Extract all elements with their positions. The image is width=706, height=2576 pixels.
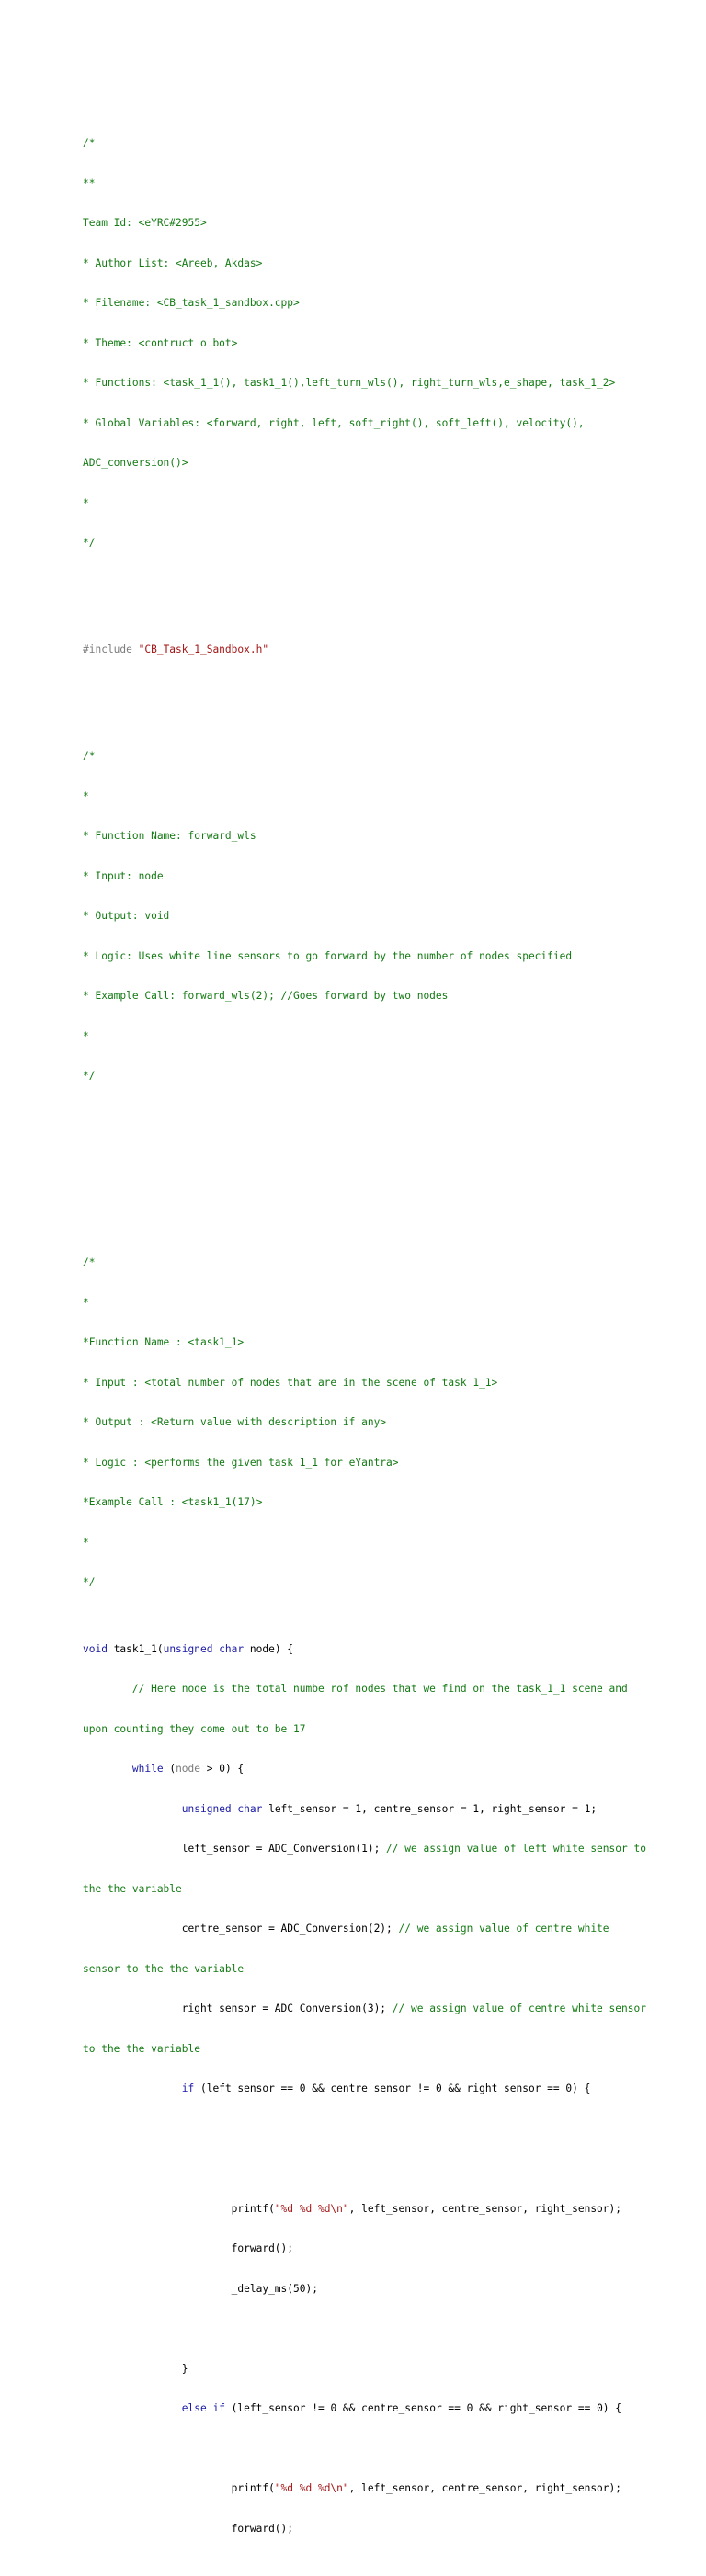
- function-comment-line: *: [83, 1029, 89, 1042]
- header-comment-line: */: [83, 537, 96, 549]
- function-comment-line: *: [83, 789, 89, 802]
- code-text: node) {: [244, 1642, 294, 1655]
- code-comment-line: to the the variable: [83, 2042, 200, 2055]
- function-comment-line: */: [83, 1070, 96, 1082]
- header-comment-line: *: [83, 496, 89, 509]
- code-text: printf(: [83, 2482, 275, 2494]
- inline-comment: // we assign value of left white sensor to: [386, 1843, 646, 1855]
- code-line: [83, 2003, 646, 2016]
- code-text: printf(: [83, 2202, 275, 2215]
- header-comment-line: * Theme: <contruct o bot>: [83, 336, 238, 349]
- code-line: [83, 2203, 634, 2217]
- function-comment-line: * Logic: Uses white line sensors to go forward by the number of nodes specified: [83, 949, 573, 962]
- code-listing: [83, 84, 646, 2576]
- header-comment-line: * Filename: <CB_task_1_sandbox.cpp>: [83, 297, 300, 309]
- function-comment-line: * Logic : <performs the given task 1_1 for eYantra>: [83, 1456, 399, 1469]
- indent: [83, 2082, 182, 2094]
- code-text: (left_sensor != 0 && centre_sensor == 0 && right_sensor == 0) {: [224, 2402, 622, 2414]
- parameter-name: node: [176, 1763, 201, 1775]
- code-text: , left_sensor, centre_sensor, right_sensor);: [348, 2482, 622, 2494]
- code-text: right_sensor = ADC_Conversion(3);: [83, 2003, 393, 2014]
- code-text: task1_1(: [107, 1642, 164, 1655]
- include-directive: #include: [83, 643, 139, 655]
- indent: [83, 1803, 182, 1815]
- string-literal: "%d %d %d\n": [274, 2202, 349, 2215]
- keyword: if: [181, 2082, 195, 2094]
- keyword: unsigned char: [163, 1642, 245, 1655]
- code-line: [83, 1643, 634, 1657]
- code-line: forward();: [83, 2242, 294, 2254]
- keyword: unsigned char: [181, 1802, 263, 1815]
- header-comment-line: * Author List: <Areeb, Akdas>: [83, 256, 263, 269]
- code-text: left_sensor = ADC_Conversion(1);: [83, 1843, 387, 1855]
- blank-line: [83, 1190, 634, 1204]
- code-line: forward();: [83, 2522, 294, 2535]
- code-text: centre_sensor = ADC_Conversion(2);: [83, 1923, 399, 1935]
- blank-line: [83, 684, 634, 698]
- code-line: [83, 2482, 634, 2496]
- blank-line: [83, 2162, 634, 2176]
- header-comment-line: Team Id: <eYRC#2955>: [83, 217, 207, 229]
- code-line: [83, 1763, 634, 1776]
- code-text: left_sensor = 1, centre_sensor = 1, right_sensor = 1;: [262, 1802, 598, 1815]
- code-comment-line: sensor to the the variable: [83, 1962, 245, 1975]
- code-comment-line: upon counting they come out to be 17: [83, 1722, 306, 1735]
- header-comment-line: ADC_conversion()>: [83, 457, 188, 469]
- code-text: (: [163, 1763, 176, 1775]
- function-comment-line: /*: [83, 750, 96, 762]
- code-text: (left_sensor == 0 && centre_sensor != 0 && right_sensor == 0) {: [194, 2082, 591, 2094]
- function-comment-line: *Function Name : <task1_1>: [83, 1336, 245, 1348]
- indent: [83, 1763, 132, 1775]
- code-text: > 0) {: [200, 1763, 245, 1775]
- code-line: [83, 1843, 646, 1856]
- function-comment-line: /*: [83, 1256, 96, 1268]
- code-comment-line: // Here node is the total numbe rof nodes that we find on the task_1_1 scene and: [83, 1683, 628, 1695]
- blank-line: [83, 1150, 634, 1163]
- blank-line: [83, 2123, 634, 2137]
- string-literal: "%d %d %d\n": [274, 2482, 349, 2494]
- blank-line: [83, 2322, 634, 2336]
- function-comment-line: * Input: node: [83, 869, 164, 882]
- function-comment-line: *: [83, 1536, 89, 1549]
- function-comment-line: * Example Call: forward_wls(2); //Goes forward by two nodes: [83, 990, 449, 1002]
- blank-line: [83, 2443, 634, 2457]
- inline-comment: // we assign value of centre white sensor: [392, 2003, 646, 2014]
- include-line: [83, 643, 634, 657]
- function-comment-line: *: [83, 1296, 89, 1309]
- include-file: "CB_Task_1_Sandbox.h": [138, 643, 269, 655]
- header-comment-line: * Functions: <task_1_1(), task1_1(),left_turn_wls(), right_turn_wls,e_shape, task_1_2>: [83, 377, 616, 389]
- indent: [83, 2402, 182, 2414]
- code-line: [83, 2402, 634, 2416]
- blank-line: [83, 577, 634, 591]
- code-line: _delay_ms(50);: [83, 2282, 318, 2295]
- function-comment-line: * Function Name: forward_wls: [83, 830, 256, 842]
- function-comment-line: */: [83, 1576, 96, 1588]
- code-comment-line: the the variable: [83, 1882, 182, 1895]
- blank-line: [83, 1110, 634, 1124]
- function-comment-line: *Example Call : <task1_1(17)>: [83, 1496, 263, 1508]
- function-comment-line: * Output : <Return value with description if any>: [83, 1416, 387, 1428]
- keyword: else if: [181, 2402, 225, 2414]
- header-comment-line: * Global Variables: <forward, right, left, soft_right(), soft_left(), velocity(),: [83, 416, 585, 429]
- keyword: while: [131, 1763, 164, 1775]
- code-line: }: [83, 2362, 188, 2375]
- inline-comment: // we assign value of centre white: [398, 1923, 609, 1935]
- code-line: [83, 1923, 634, 1936]
- function-comment-line: * Output: void: [83, 910, 170, 922]
- header-comment-line: **: [83, 176, 96, 189]
- code-text: , left_sensor, centre_sensor, right_sensor);: [348, 2202, 622, 2215]
- function-comment-line: * Input : <total number of nodes that are in the scene of task 1_1>: [83, 1376, 498, 1389]
- keyword: void: [83, 1642, 108, 1655]
- code-line: [83, 1803, 634, 1817]
- header-comment-line: /*: [83, 137, 96, 149]
- code-line: [83, 2082, 634, 2096]
